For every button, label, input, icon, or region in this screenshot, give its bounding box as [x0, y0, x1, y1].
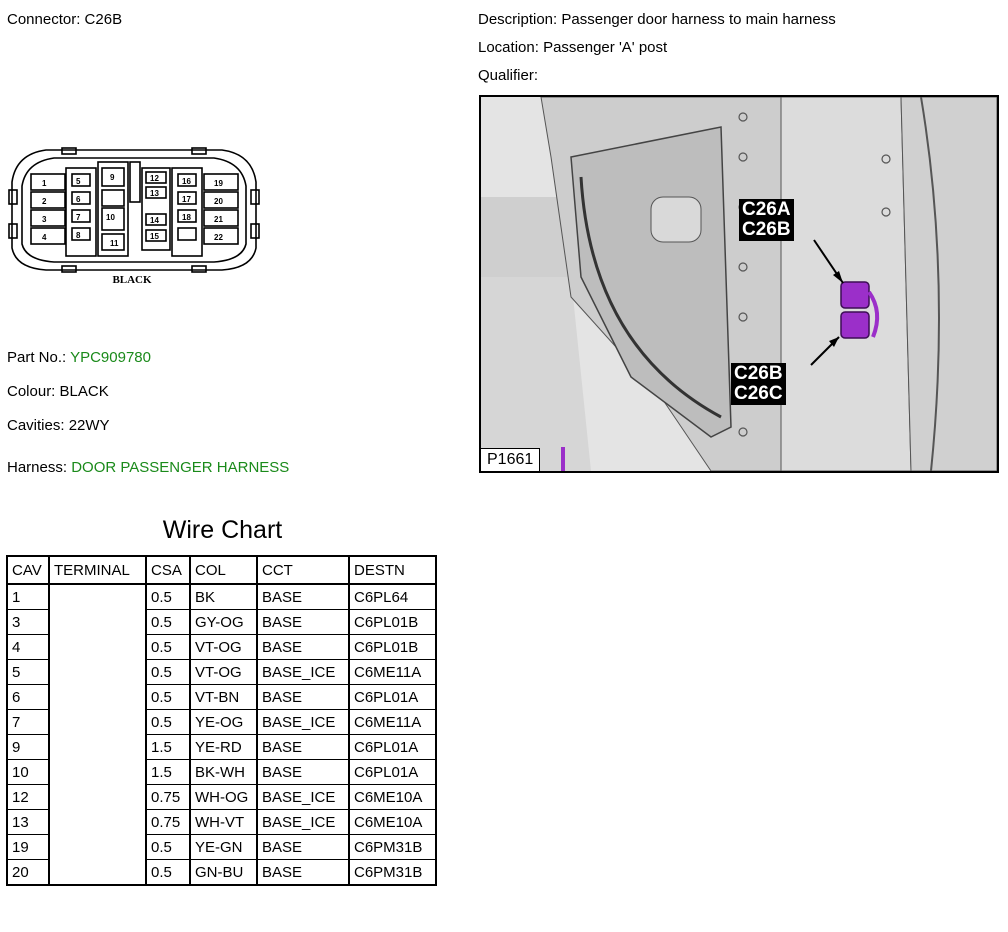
- cavity-number: 1: [42, 179, 47, 188]
- connector-value: C26B: [84, 11, 123, 28]
- cavity-number: 22: [214, 233, 223, 242]
- cell-cct: BASE: [257, 685, 349, 710]
- connector-field: [7, 11, 122, 28]
- cavities-label: Cavities:: [7, 417, 65, 434]
- cell-cav: 3: [7, 610, 49, 635]
- cell-terminal: [49, 835, 146, 860]
- cavity-number: 3: [42, 215, 47, 224]
- cell-cct: BASE: [257, 584, 349, 610]
- cell-terminal: [49, 810, 146, 835]
- cell-csa: 0.75: [146, 810, 190, 835]
- callout-top: [739, 199, 794, 241]
- table-row: [7, 660, 436, 685]
- table-row: [7, 610, 436, 635]
- photo-reference: P1661: [481, 448, 540, 471]
- header-destn: DESTN: [349, 556, 436, 584]
- cell-cct: BASE: [257, 635, 349, 660]
- cavity-number: 7: [76, 213, 81, 222]
- colour-field: [7, 383, 109, 400]
- cell-destn: C6PM31B: [349, 860, 436, 886]
- header-col: COL: [190, 556, 257, 584]
- connector-face-diagram: [6, 140, 262, 290]
- callout-bottom-line-2: C26C: [734, 383, 783, 404]
- cell-cct: BASE_ICE: [257, 710, 349, 735]
- cell-destn: C6PL01A: [349, 735, 436, 760]
- cell-csa: 0.5: [146, 860, 190, 886]
- description-label: Description:: [478, 11, 558, 28]
- cavity-number: 12: [150, 174, 159, 183]
- cavity-number: 6: [76, 195, 81, 204]
- cell-cav: 13: [7, 810, 49, 835]
- drawing-caption: BLACK: [112, 274, 152, 286]
- callout-bottom: [731, 363, 786, 405]
- cavity-number: 8: [76, 231, 81, 240]
- cell-cav: 4: [7, 635, 49, 660]
- table-row: [7, 835, 436, 860]
- cavity-number: 5: [76, 177, 81, 186]
- cell-csa: 0.5: [146, 660, 190, 685]
- cell-cct: BASE: [257, 760, 349, 785]
- cavities-value: 22WY: [68, 417, 110, 434]
- cell-destn: C6ME11A: [349, 660, 436, 685]
- cell-csa: 1.5: [146, 735, 190, 760]
- header-cav: CAV: [7, 556, 49, 584]
- cell-terminal: [49, 760, 146, 785]
- part-no-label: Part No.:: [7, 349, 67, 366]
- cell-col: VT-OG: [190, 660, 257, 685]
- cell-terminal: [49, 785, 146, 810]
- description-field: [478, 11, 836, 28]
- cell-cav: 9: [7, 735, 49, 760]
- part-no-field: [7, 349, 151, 366]
- part-no-link[interactable]: YPC909780: [70, 349, 151, 366]
- cell-destn: C6ME10A: [349, 810, 436, 835]
- cavity-number: 19: [214, 179, 223, 188]
- cavity-number: 14: [150, 216, 159, 225]
- cavity-number: 15: [150, 232, 159, 241]
- table-row: [7, 584, 436, 610]
- cavity-number: 9: [110, 173, 115, 182]
- cell-col: YE-OG: [190, 710, 257, 735]
- cell-cav: 20: [7, 860, 49, 886]
- cell-terminal: [49, 584, 146, 610]
- cell-cav: 5: [7, 660, 49, 685]
- cavity-number: 20: [214, 197, 223, 206]
- callout-top-line-2: C26B: [742, 219, 791, 240]
- cell-destn: C6ME10A: [349, 785, 436, 810]
- qualifier-label: Qualifier:: [478, 67, 539, 84]
- cell-cav: 19: [7, 835, 49, 860]
- cell-terminal: [49, 735, 146, 760]
- cell-destn: C6PL01A: [349, 760, 436, 785]
- location-value: Passenger 'A' post: [543, 39, 668, 56]
- table-row: [7, 810, 436, 835]
- qualifier-field: [478, 67, 538, 84]
- table-row: [7, 685, 436, 710]
- table-row: [7, 785, 436, 810]
- cell-csa: 0.5: [146, 710, 190, 735]
- cell-col: YE-RD: [190, 735, 257, 760]
- wire-chart-header-row: [7, 556, 436, 584]
- cell-cav: 1: [7, 584, 49, 610]
- cell-terminal: [49, 685, 146, 710]
- wire-chart-title: Wire Chart: [162, 516, 283, 544]
- cavity-number: 11: [110, 239, 119, 248]
- description-value: Passenger door harness to main harness: [561, 11, 836, 28]
- cell-col: BK: [190, 584, 257, 610]
- harness-link[interactable]: DOOR PASSENGER HARNESS: [71, 459, 290, 476]
- cell-csa: 0.5: [146, 584, 190, 610]
- cell-csa: 0.5: [146, 685, 190, 710]
- cell-terminal: [49, 710, 146, 735]
- cavity-number: 18: [182, 213, 191, 222]
- location-field: [478, 39, 667, 56]
- harness-label: Harness:: [7, 459, 68, 476]
- cell-col: YE-GN: [190, 835, 257, 860]
- cell-cav: 10: [7, 760, 49, 785]
- cell-col: BK-WH: [190, 760, 257, 785]
- cell-cct: BASE: [257, 610, 349, 635]
- table-row: [7, 760, 436, 785]
- cell-cct: BASE_ICE: [257, 785, 349, 810]
- harness-field: [7, 459, 289, 476]
- callout-top-line-1: C26A: [742, 199, 791, 220]
- location-illustration: [479, 95, 999, 473]
- cell-cct: BASE_ICE: [257, 660, 349, 685]
- table-row: [7, 710, 436, 735]
- table-row: [7, 860, 436, 886]
- cavity-number: 17: [182, 195, 191, 204]
- cell-terminal: [49, 660, 146, 685]
- table-row: [7, 735, 436, 760]
- cell-destn: C6PL64: [349, 584, 436, 610]
- vehicle-interior-drawing: [481, 97, 997, 471]
- header-csa: CSA: [146, 556, 190, 584]
- cavity-number: 13: [150, 189, 159, 198]
- table-row: [7, 635, 436, 660]
- cell-csa: 0.5: [146, 835, 190, 860]
- cell-cct: BASE: [257, 835, 349, 860]
- cell-col: WH-OG: [190, 785, 257, 810]
- cell-destn: C6PL01A: [349, 685, 436, 710]
- header-terminal: TERMINAL: [49, 556, 146, 584]
- cell-col: GY-OG: [190, 610, 257, 635]
- callout-bottom-line-1: C26B: [734, 363, 783, 384]
- cell-csa: 0.5: [146, 635, 190, 660]
- colour-value: BLACK: [59, 383, 109, 400]
- cell-cct: BASE_ICE: [257, 810, 349, 835]
- cell-col: GN-BU: [190, 860, 257, 886]
- cavity-number: 16: [182, 177, 191, 186]
- cell-cav: 12: [7, 785, 49, 810]
- cell-destn: C6ME11A: [349, 710, 436, 735]
- cell-terminal: [49, 610, 146, 635]
- cell-csa: 1.5: [146, 760, 190, 785]
- cell-csa: 0.75: [146, 785, 190, 810]
- cell-cct: BASE: [257, 860, 349, 886]
- cell-col: VT-OG: [190, 635, 257, 660]
- cavities-field: [7, 417, 110, 434]
- cell-col: VT-BN: [190, 685, 257, 710]
- header-cct: CCT: [257, 556, 349, 584]
- location-label: Location:: [478, 39, 539, 56]
- cavity-number: 10: [106, 213, 115, 222]
- cell-destn: C6PL01B: [349, 635, 436, 660]
- connector-label: Connector:: [7, 11, 81, 28]
- cavity-number: 21: [214, 215, 223, 224]
- cell-terminal: [49, 860, 146, 886]
- cell-csa: 0.5: [146, 610, 190, 635]
- cell-col: WH-VT: [190, 810, 257, 835]
- cell-cav: 6: [7, 685, 49, 710]
- cell-terminal: [49, 635, 146, 660]
- cavity-number: 2: [42, 197, 47, 206]
- cell-cav: 7: [7, 710, 49, 735]
- cell-destn: C6PL01B: [349, 610, 436, 635]
- cavity-number: 4: [42, 233, 47, 242]
- wire-chart-table: [6, 555, 437, 886]
- cell-destn: C6PM31B: [349, 835, 436, 860]
- colour-label: Colour:: [7, 383, 56, 400]
- cell-cct: BASE: [257, 735, 349, 760]
